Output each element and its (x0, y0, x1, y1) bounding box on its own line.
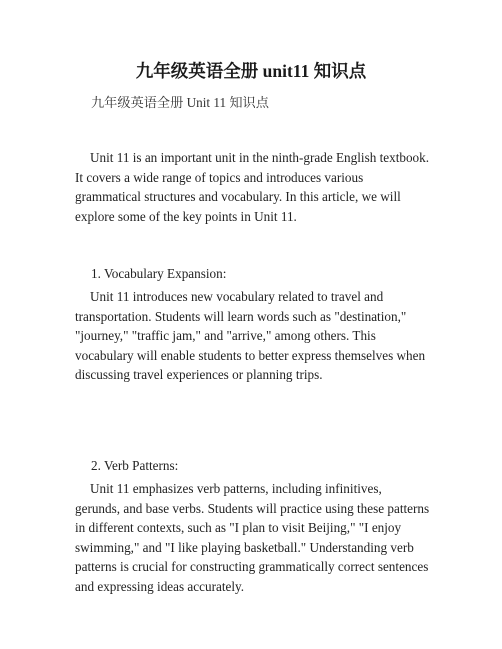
section-heading-vocabulary: 1. Vocabulary Expansion: (91, 266, 227, 281)
section-body-text: Unit 11 introduces new vocabulary related to travel and transportation. Students will learn words such as "destination," "journey," "traffic jam," and "arrive," among others. This vocabulary will enable students to better express themselves when discussing travel experiences or planning trips. (75, 289, 426, 383)
document-subtitle: 九年级英语全册 Unit 11 知识点 (91, 95, 269, 110)
section-heading-verb-patterns: 2. Verb Patterns: (91, 458, 179, 473)
section-body-text: Unit 11 emphasizes verb patterns, including infinitives, gerunds, and base verbs. Students will practice using these patterns in different contexts, such as "I plan to visit Beijing," "I enjoy swimming," and "I like playing basketball." Understanding verb patterns is crucial for constructing grammatically correct sentences and expressing ideas accurately. (75, 481, 430, 594)
section-body-verb-patterns (75, 479, 430, 597)
intro-paragraph (75, 148, 430, 226)
section-body-vocabulary (75, 287, 433, 385)
document-title: 九年级英语全册 unit11 知识点 (135, 61, 367, 81)
intro-text: Unit 11 is an important unit in the ninth-grade English textbook. It covers a wide range of topics and introduces various grammatical structures and vocabulary. In this article, we will explore some of the key points in Unit 11. (75, 150, 430, 224)
